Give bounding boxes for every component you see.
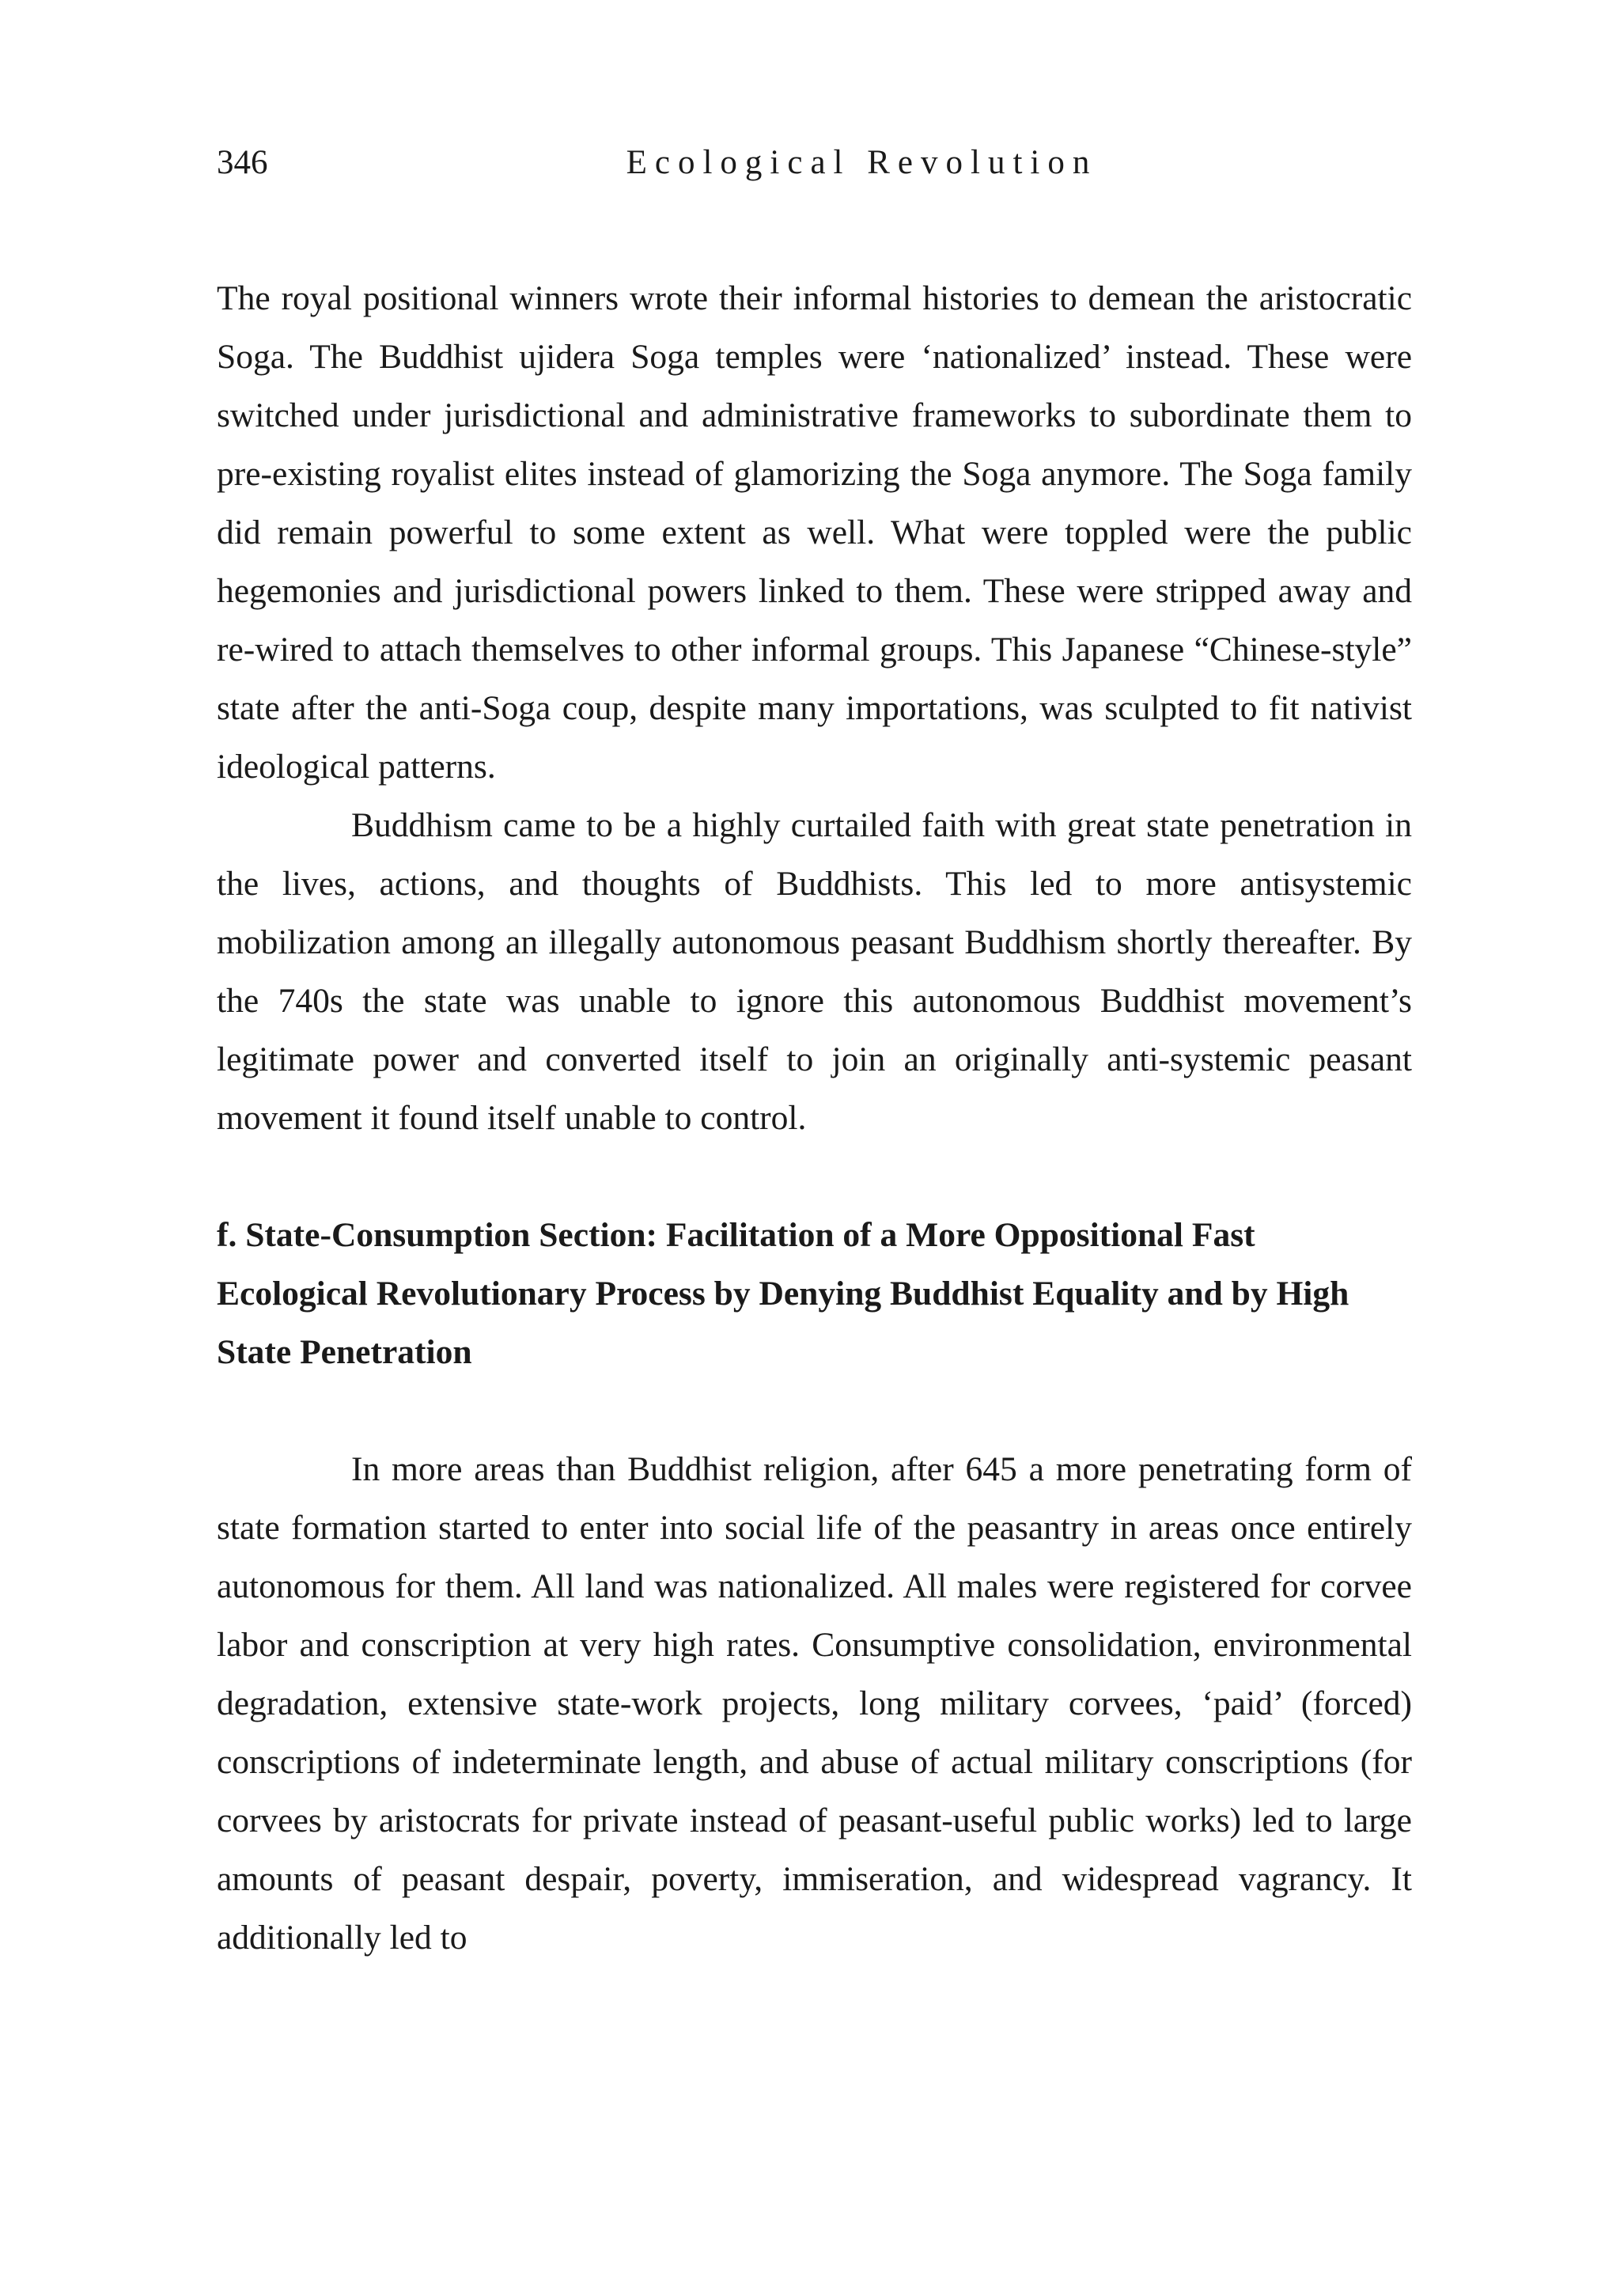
spacer: [217, 1381, 1412, 1440]
section-heading: f. State-Consumption Section: Facilitation of a More Oppositional Fast Ecological Revolutionary Process by Denying Buddhist Equality and by High State Penetration: [217, 1216, 1349, 1371]
page-number: 346: [217, 144, 268, 181]
paragraph-1: The royal positional winners wrote their informal histories to demean the aristocratic Soga. The Buddhist ujidera Soga temples were ‘nationalized’ instead. These were switched under jurisdictional and administrative frameworks to subordinate them to pre-existing royalist elites instead of glamorizing the Soga anymore. The Soga family did remain powerful to some extent as well. What were toppled were the public hegemonies and jurisdictional powers linked to them. These were stripped away and re-wired to attach themselves to other informal groups. This Japanese “Chinese-style” state after the anti-Soga coup, despite many importations, was sculpted to fit nativist ideological patterns.: [217, 279, 1412, 786]
spacer: [217, 1147, 1412, 1206]
running-title: Ecological Revolution: [626, 144, 1098, 181]
paragraph-3: In more areas than Buddhist religion, after 645 a more penetrating form of state formation started to enter into social life of the peasantry in areas once entirely autonomous for them. All land was nationalized. All males were registered for corvee labor and conscription at very high rates. Consumptive consolidation, environmental degradation, extensive state-work projects, long military corvees, ‘paid’ (forced) conscriptions of indeterminate length, and abuse of actual military conscriptions (for corvees by aristocrats for private instead of peasant-useful public works) led to large amounts of peasant despair, poverty, immiseration, and widespread vagrancy. It additionally led to: [217, 1450, 1412, 1957]
running-head: [217, 139, 1412, 187]
paragraph-2: Buddhism came to be a highly curtailed faith with great state penetration in the lives, actions, and thoughts of Buddhists. This led to more antisystemic mobilization among an illegally autonomous peasant Buddhism shortly thereafter. By the 740s the state was unable to ignore this autonomous Buddhist movement’s legitimate power and converted itself to join an originally anti-systemic peasant movement it found itself unable to control.: [217, 806, 1412, 1137]
body-text: [217, 269, 1412, 1967]
